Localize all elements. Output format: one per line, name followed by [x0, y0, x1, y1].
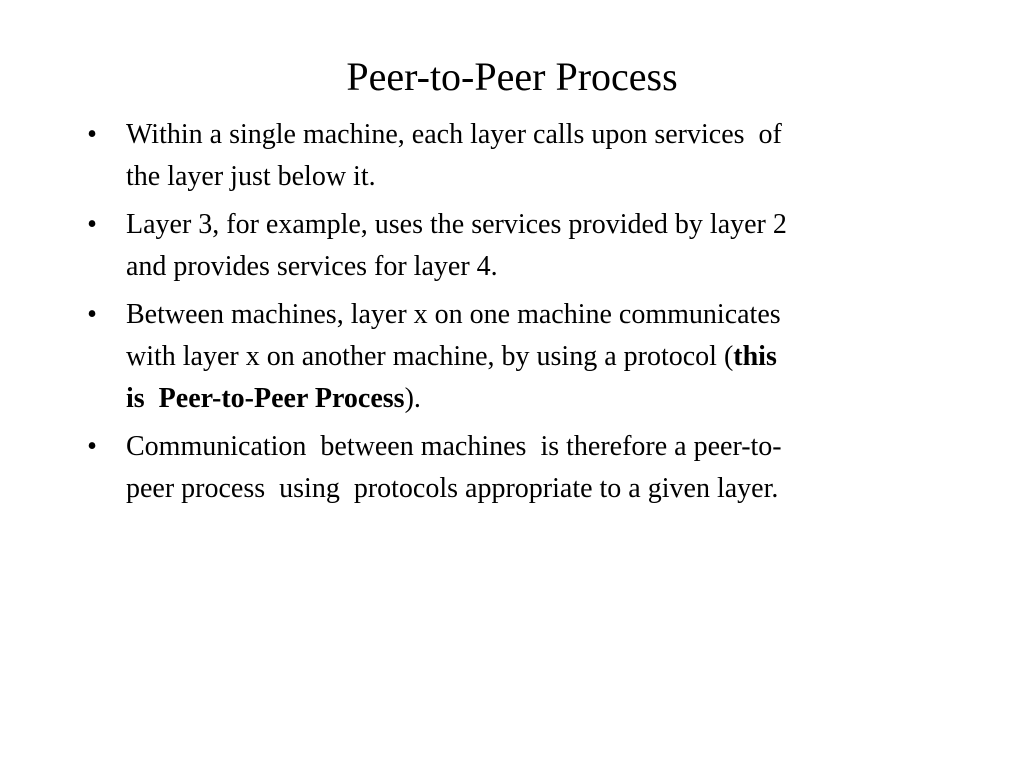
bullet-item-1 [82, 114, 942, 198]
bullet-text-line: and provides services for layer 4. [126, 251, 498, 282]
bullet-text-line: Layer 3, for example, uses the services provided by layer 2 [126, 209, 787, 240]
emphasis-text: this [733, 341, 777, 372]
bullet-text-line: the layer just below it. [126, 161, 376, 192]
slide-title: Peer-to-Peer Process [346, 54, 678, 99]
bullet-text-line: Communication between machines is therefore a peer-to- [126, 431, 782, 462]
bullet-icon: • [87, 431, 97, 462]
bullet-icon: • [87, 209, 97, 240]
bullet-item-2 [82, 204, 942, 288]
bullet-text-segment: ). [404, 383, 421, 414]
bullet-icon: • [87, 119, 97, 150]
emphasis-text: is Peer-to-Peer Process [126, 383, 405, 414]
bullet-item-3 [82, 294, 942, 420]
bullet-list [82, 114, 942, 516]
bullet-text-segment: with layer x on another machine, by using a protocol ( [126, 341, 734, 372]
bullet-text-line: peer process using protocols appropriate to a given layer. [126, 473, 779, 504]
bullet-text-line [126, 336, 942, 378]
bullet-text-line: Between machines, layer x on one machine communicates [126, 299, 781, 330]
bullet-text-line: Within a single machine, each layer calls upon services of [126, 119, 782, 150]
bullet-text-line [126, 378, 942, 420]
bullet-item-4 [82, 426, 942, 510]
bullet-icon: • [87, 299, 97, 330]
